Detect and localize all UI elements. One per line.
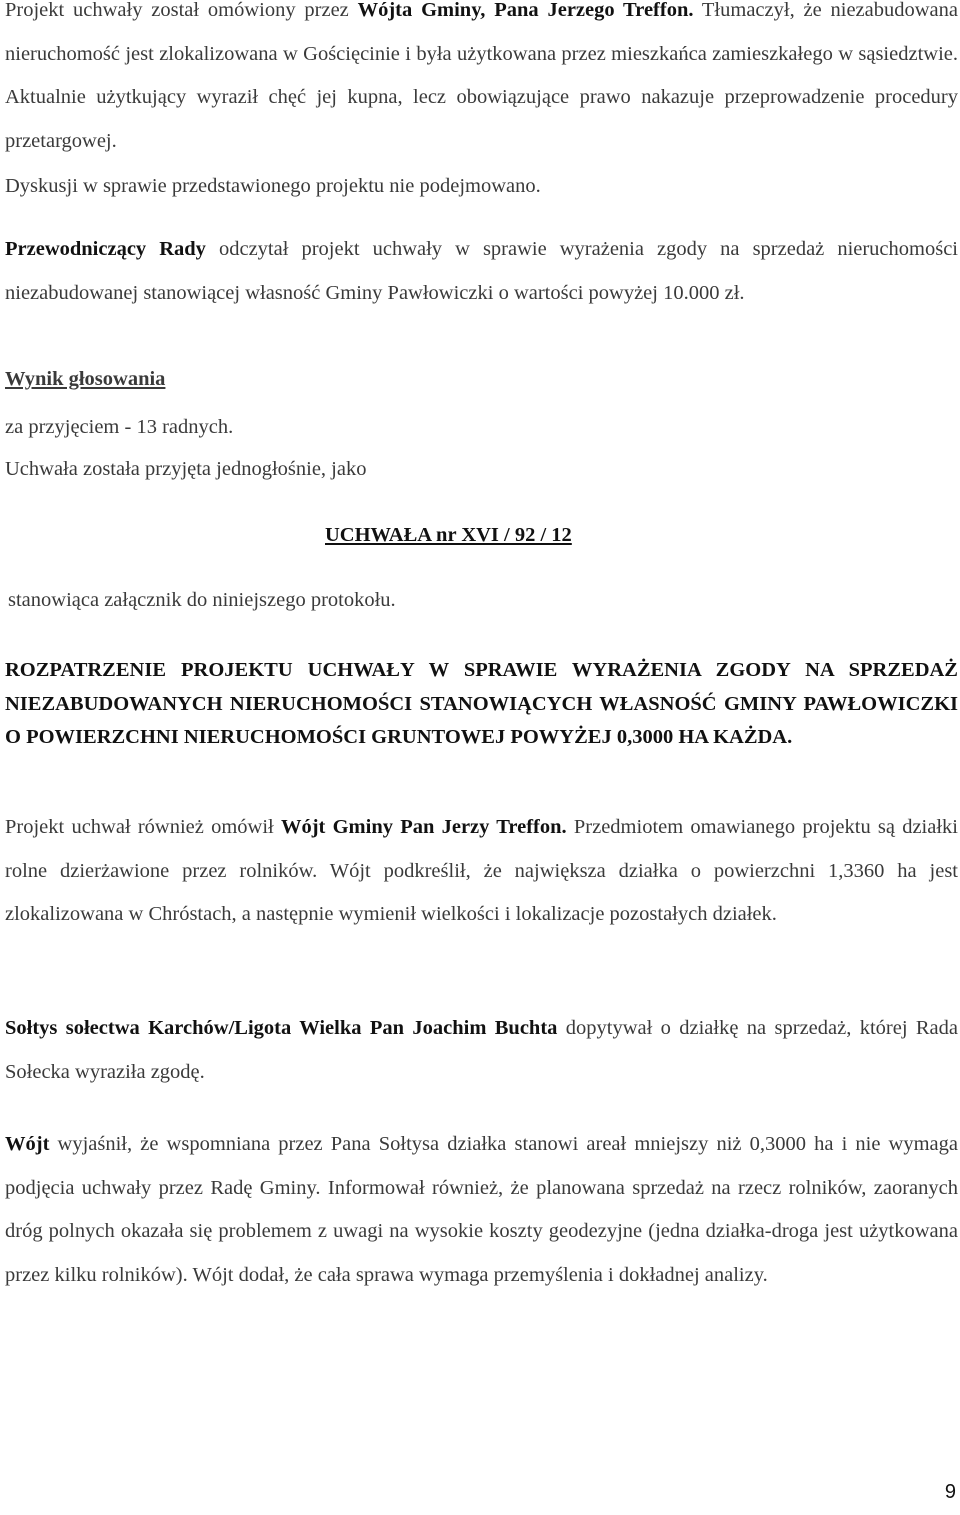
paragraph-text: dopytywał o działkę na sprzedaż, której Rada Sołecka wyraziła zgodę. xyxy=(5,1017,958,1083)
paragraph-text: Projekt uchwał również omówił xyxy=(5,816,281,838)
paragraph-project-discussion xyxy=(5,806,958,937)
paragraph-text: Projekt uchwały został omówiony przez xyxy=(5,0,358,21)
vote-heading: Wynik głosowania xyxy=(5,368,166,390)
paragraph-wojt-answer xyxy=(5,1123,958,1297)
resolution-title: UCHWAŁA nr XVI / 92 / 12 xyxy=(325,524,572,546)
paragraph-text: Przedmiotem omawianego projektu są działki rolne dzierżawione przez rolników. Wójt podkreślił, że największa działka o powierzchni 1,3360 ha jest zlokalizowana w Chróstach, a następnie wymienił wielkości i lokalizacje pozostałych działek. xyxy=(5,816,958,925)
paragraph-wojt-explanation xyxy=(5,0,958,163)
paragraph-soltys-question xyxy=(5,1007,958,1094)
paragraph-no-discussion xyxy=(5,165,958,209)
page-number: 9 xyxy=(944,1481,956,1503)
paragraph-text: wyjaśnił, że wspomniana przez Pana Sołtysa działka stanowi areał mniejszy niż 0,3000 ha i nie wymaga podjęcia uchwały przez Radę Gminy. Informował również, że planowana sprzedaż na rzecz rolników, zaoranych dróg polnych okazała się problemem z uwagi na wysokie koszty geodezyjne (jedna działka-droga jest użytkowana przez kilku rolników). Wójt dodał, że cała sprawa wymaga przemyślenia i dokładnej analizy. xyxy=(5,1133,958,1286)
paragraph-text: odczytał projekt uchwały w sprawie wyrażenia zgody na sprzedaż nieruchomości niezabudowanej stanowiącej własność Gminy Pawłowiczki o wartości powyżej 10.000 zł. xyxy=(5,238,959,304)
paragraph-text: Dyskusji w sprawie przedstawionego projektu nie podejmowano. xyxy=(5,175,541,197)
adopted-text: Uchwała została przyjęta jednogłośnie, jako xyxy=(5,458,367,480)
bold-name: Sołtys sołectwa Karchów/Ligota Wielka Pan Joachim Buchta xyxy=(5,1017,558,1039)
bold-name: Wójta Gminy, Pana Jerzego Treffon. xyxy=(357,0,694,21)
attachment-text: stanowiąca załącznik do niniejszego protokołu. xyxy=(8,589,396,611)
bold-name: Wójt Gminy Pan Jerzy Treffon. xyxy=(280,816,567,838)
paragraph-text: Tłumaczył, że niezabudowana nieruchomość jest zlokalizowana w Gościęcinie i była użytkowana przez mieszkańca zamieszkałego w sąsiedztwie. Aktualnie użytkujący wyraził chęć jej kupna, lecz obowiązujące prawo nakazuje przeprowadzenie procedury przetargowej. xyxy=(5,0,958,152)
vote-result: za przyjęciem - 13 radnych. xyxy=(5,416,234,438)
bold-name: Przewodniczący Rady xyxy=(5,238,206,260)
paragraph-chairman-reading xyxy=(5,227,958,315)
section-heading: ROZPATRZENIE PROJEKTU UCHWAŁY W SPRAWIE WYRAŻENIA ZGODY NA SPRZEDAŻ NIEZABUDOWANYCH NIERUCHOMOŚCI STANOWIĄCYCH WŁASNOŚĆ GMINY PAWŁOWICZKI O POWIERZCHNI NIERUCHOMOŚCI GRUNTOWEJ POWYŻEJ 0,3000 HA KAŻDA. xyxy=(5,659,958,748)
bold-name: Wójt xyxy=(5,1133,50,1155)
